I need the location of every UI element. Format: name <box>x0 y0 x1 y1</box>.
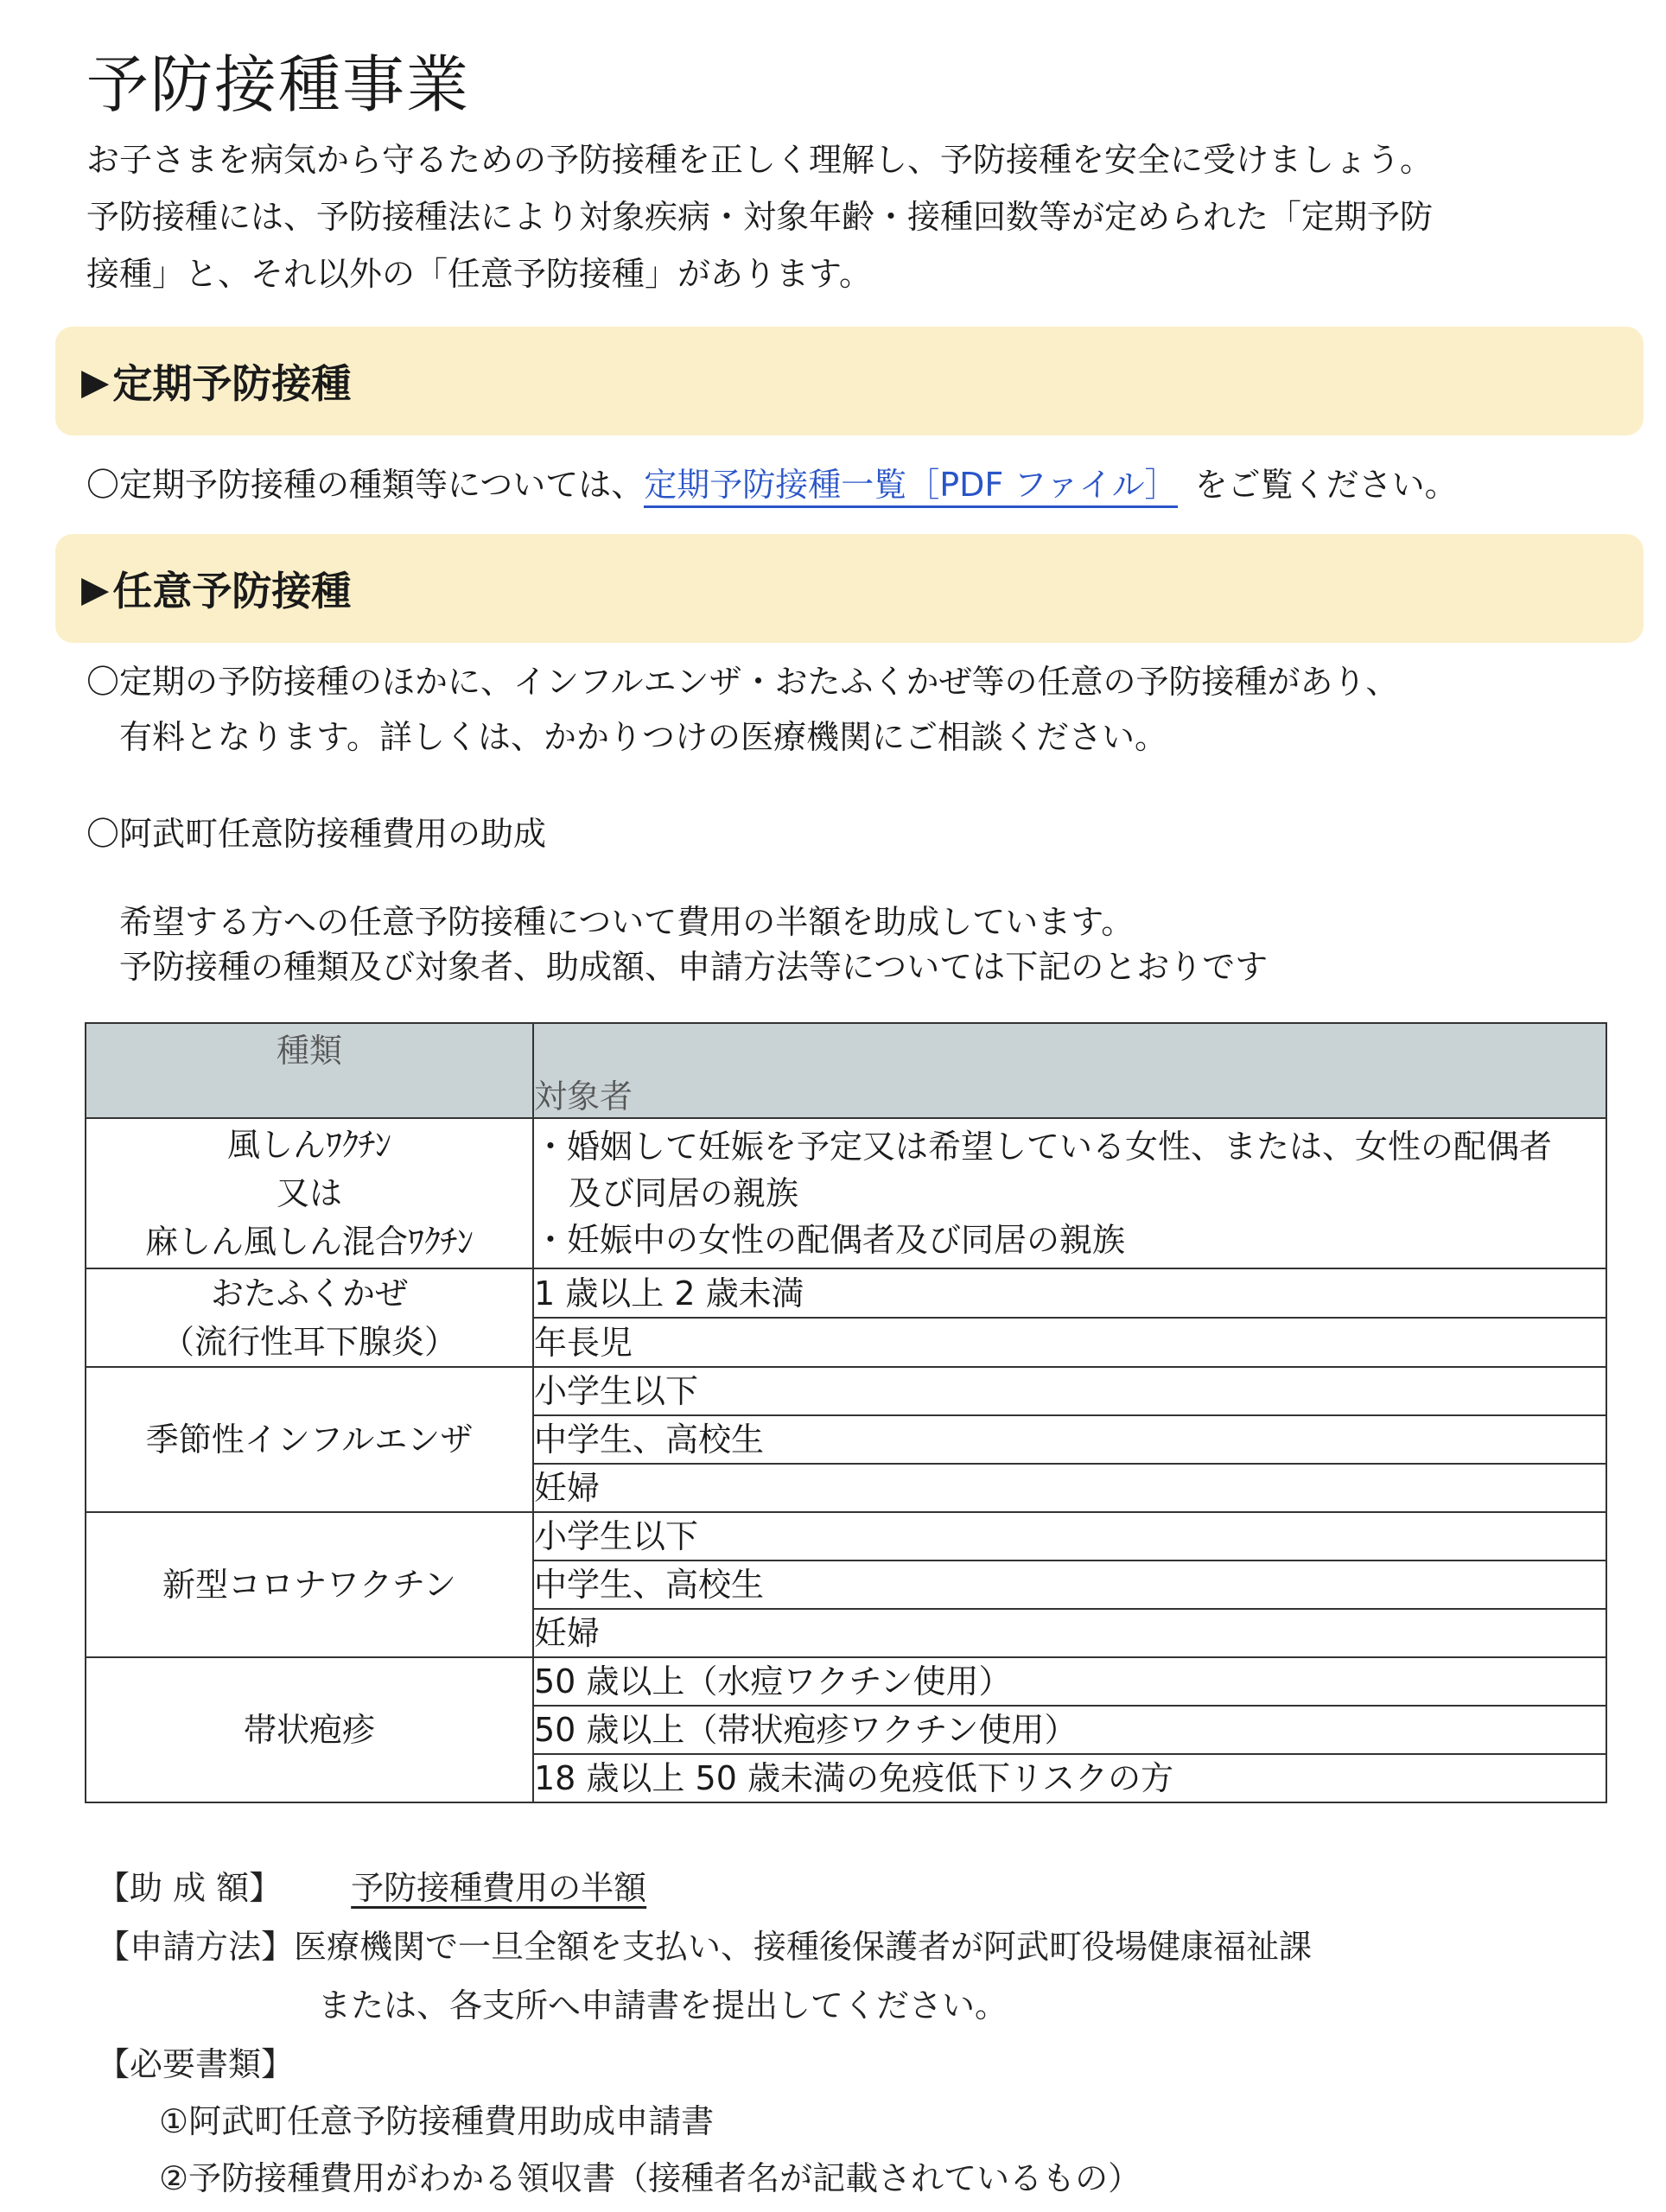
table-row <box>86 1512 1606 1560</box>
target-cell: 中学生、高校生 <box>533 1415 1606 1464</box>
required-doc-item: ②予防接種費用がわかる領収書（接種者名が記載されているもの） <box>159 2159 1141 2197</box>
target-cell: 妊婦 <box>533 1464 1606 1512</box>
info-label: 【申請方法】 <box>97 1928 295 1966</box>
target-cell: 18 歳以上 50 歳未満の免疫低下リスクの方 <box>533 1754 1606 1802</box>
target-cell: 年長児 <box>533 1318 1606 1367</box>
target-cell: 50 歳以上（水痘ワクチン使用） <box>533 1657 1606 1706</box>
target-text: ・婚姻して妊娠を予定又は希望している女性、または、女性の配偶者 <box>534 1128 1553 1166</box>
subsidy-text: 予防接種の種類及び対象者、助成額、申請方法等については下記のとおりです <box>119 948 1269 986</box>
table-row <box>86 1118 1606 1268</box>
subsidy-text: 希望する方への任意予防接種について費用の半額を助成しています。 <box>119 903 1135 941</box>
info-text: 医療機関で一旦全額を支払い、接種後保護者が阿武町役場健康福祉課 <box>294 1928 1313 1966</box>
target-cell: 妊婦 <box>533 1609 1606 1657</box>
table-row <box>86 1268 1606 1318</box>
info-text: または、各支所へ申請書を提出してください。 <box>318 1986 1008 2024</box>
triangle-right-icon: ▶ <box>81 359 110 403</box>
nini-text: 有料となります。詳しくは、かかりつけの医療機関にご相談ください。 <box>119 718 1167 756</box>
intro-line: お子さまを病気から守るための予防接種を正しく理解し、予防接種を安全に受けましょう。 <box>86 141 1434 179</box>
section-title: 任意予防接種 <box>112 568 352 614</box>
intro-line: 接種」と、それ以外の「任意予防接種」があります。 <box>86 255 872 293</box>
intro <box>86 131 1590 302</box>
teiki-text <box>86 458 1458 505</box>
nini-text: 〇定期の予防接種のほかに、インフルエンザ・おたふくかぜ等の任意の予防接種があり、 <box>86 663 1399 701</box>
target-text: ・妊娠中の女性の配偶者及び同居の親族 <box>534 1221 1126 1259</box>
info-label: 【助 成 額】 <box>97 1869 283 1907</box>
triangle-right-icon: ▶ <box>81 567 110 610</box>
column-header-target: 対象者 <box>533 1023 1606 1118</box>
target-cell: 小学生以下 <box>533 1512 1606 1560</box>
subsidy-amount <box>97 1861 646 1909</box>
pdf-link[interactable]: 定期予防接種一覧［PDF ファイル］ <box>644 466 1177 508</box>
subsidy-heading: 〇阿武町任意防接種費用の助成 <box>86 815 547 853</box>
section-header-teiki <box>55 327 1644 435</box>
target-cell: 1 歳以上 2 歳未満 <box>533 1268 1606 1318</box>
table-header-row <box>86 1023 1606 1118</box>
target-text: 及び同居の親族 <box>569 1174 799 1212</box>
column-header-type: 種類 <box>86 1023 533 1118</box>
intro-line: 予防接種には、予防接種法により対象疾病・対象年齢・接種回数等が定められた「定期予防 <box>86 198 1434 236</box>
teiki-text-after: をご覧ください。 <box>1194 466 1458 504</box>
table-row <box>86 1367 1606 1415</box>
vaccine-name: おたふくかぜ （流行性耳下腺炎） <box>86 1268 533 1367</box>
section-header-nini <box>55 534 1644 643</box>
teiki-text-before: 〇定期予防接種の種類等については、 <box>86 466 645 504</box>
required-docs-label: 【必要書類】 <box>97 2045 295 2083</box>
target-cell: 中学生、高校生 <box>533 1560 1606 1609</box>
vaccine-name: 帯状疱疹 <box>86 1657 533 1802</box>
required-doc-item: ①阿武町任意予防接種費用助成申請書 <box>159 2102 715 2140</box>
table-row <box>86 1657 1606 1706</box>
page-title: 予防接種事業 <box>86 48 471 121</box>
target-cell: 50 歳以上（帯状疱疹ワクチン使用） <box>533 1706 1606 1754</box>
vaccine-name: 季節性インフルエンザ <box>86 1367 533 1512</box>
vaccine-name: 風しんﾜｸﾁﾝ 又は 麻しん風しん混合ﾜｸﾁﾝ <box>86 1118 533 1268</box>
target-cell <box>533 1118 1606 1268</box>
application-method <box>97 1920 1312 1967</box>
vaccine-table <box>85 1022 1607 1803</box>
vaccine-name: 新型コロナワクチン <box>86 1512 533 1657</box>
section-title: 定期予防接種 <box>112 360 352 407</box>
amount-value: 予防接種費用の半額 <box>351 1869 647 1907</box>
target-cell: 小学生以下 <box>533 1367 1606 1415</box>
